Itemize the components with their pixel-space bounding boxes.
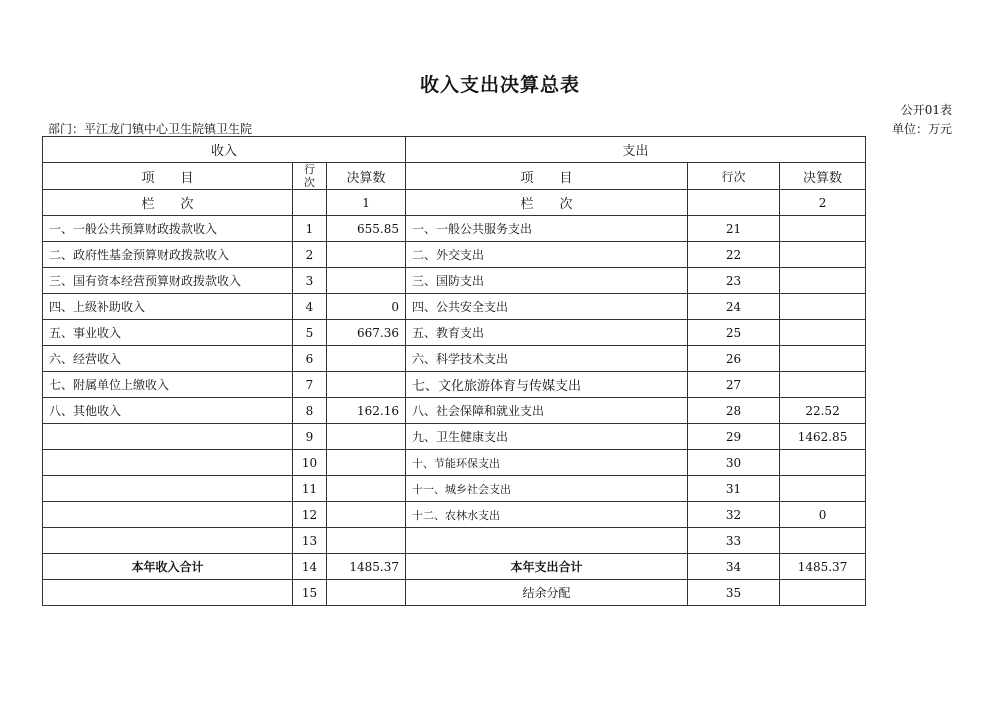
income-amount-cell (327, 346, 406, 372)
surplus-row (43, 580, 866, 606)
income-amount-cell (327, 268, 406, 294)
expense-amount-cell (780, 450, 866, 476)
expense-item-header: 项 目 (406, 163, 688, 190)
page-title: 收入支出决算总表 (419, 74, 580, 96)
expense-amount-cell (780, 242, 866, 268)
income-amount-cell: 655.85 (327, 216, 406, 242)
expense-item-cell: 九、卫生健康支出 (406, 424, 688, 450)
income-item-cell (43, 476, 293, 502)
income-amount-cell: 667.36 (327, 320, 406, 346)
income-line-cell: 13 (293, 528, 327, 554)
income-total-amount: 1485.37 (327, 554, 406, 580)
expense-amount-cell (780, 216, 866, 242)
expense-amount-header: 决算数 (780, 163, 866, 190)
expense-amount-cell (780, 346, 866, 372)
expense-amount-cell (780, 372, 866, 398)
income-item-header: 项 目 (43, 163, 293, 190)
income-line-header: 行 次 (293, 163, 327, 190)
income-amount-cell (327, 424, 406, 450)
income-line-cell: 12 (293, 502, 327, 528)
expense-line-cell: 27 (688, 372, 780, 398)
column-header-row (43, 163, 866, 190)
income-item-cell: 二、政府性基金预算财政拨款收入 (43, 242, 293, 268)
expense-amount-cell (780, 268, 866, 294)
income-item-cell: 六、经营收入 (43, 346, 293, 372)
column-index-row (43, 190, 866, 216)
table-row (43, 424, 866, 450)
income-line-cell: 7 (293, 372, 327, 398)
expense-amount-cell (780, 320, 866, 346)
income-item-cell: 四、上级补助收入 (43, 294, 293, 320)
table-row (43, 372, 866, 398)
expense-item-cell: 十一、城乡社会支出 (406, 476, 688, 502)
table-row (43, 502, 866, 528)
table-row (43, 320, 866, 346)
expense-line-cell: 25 (688, 320, 780, 346)
expense-line-cell: 32 (688, 502, 780, 528)
expense-item-cell: 四、公共安全支出 (406, 294, 688, 320)
income-item-cell (43, 502, 293, 528)
expense-line-cell: 21 (688, 216, 780, 242)
expense-lanci-label: 栏 次 (406, 190, 688, 216)
expense-col-index: 2 (780, 190, 866, 216)
table-row (43, 216, 866, 242)
expense-item-cell: 六、科学技术支出 (406, 346, 688, 372)
expense-item-cell: 三、国防支出 (406, 268, 688, 294)
income-total-label: 本年收入合计 (43, 554, 293, 580)
income-amount-header: 决算数 (327, 163, 406, 190)
income-lanci-label: 栏 次 (43, 190, 293, 216)
totals-row (43, 554, 866, 580)
table-row (43, 346, 866, 372)
income-line-cell: 5 (293, 320, 327, 346)
expense-item-cell (406, 528, 688, 554)
income-line-cell: 1 (293, 216, 327, 242)
surplus-label: 结余分配 (406, 580, 688, 606)
income-amount-cell (327, 450, 406, 476)
expense-total-label: 本年支出合计 (406, 554, 688, 580)
expense-total-amount: 1485.37 (780, 554, 866, 580)
income-item-cell (43, 450, 293, 476)
income-line-cell: 6 (293, 346, 327, 372)
income-item-cell: 三、国有资本经营预算财政拨款收入 (43, 268, 293, 294)
income-expense-table (42, 136, 866, 606)
expense-line-cell: 24 (688, 294, 780, 320)
expense-item-cell: 一、一般公共服务支出 (406, 216, 688, 242)
expense-line-cell: 23 (688, 268, 780, 294)
income-col-index: 1 (327, 190, 406, 216)
table-row (43, 450, 866, 476)
income-item-cell: 五、事业收入 (43, 320, 293, 346)
income-line-cell: 9 (293, 424, 327, 450)
expense-item-cell: 十、节能环保支出 (406, 450, 688, 476)
table-row (43, 242, 866, 268)
income-amount-cell: 0 (327, 294, 406, 320)
expense-amount-cell (780, 294, 866, 320)
table-row (43, 476, 866, 502)
income-line-cell: 2 (293, 242, 327, 268)
expense-line-cell: 31 (688, 476, 780, 502)
expense-item-cell: 七、文化旅游体育与传媒支出 (406, 372, 688, 398)
table-row (43, 528, 866, 554)
form-number: 公开01表 (900, 103, 952, 117)
income-item-cell: 一、一般公共预算财政拨款收入 (43, 216, 293, 242)
expense-total-line: 34 (688, 554, 780, 580)
expense-item-cell: 八、社会保障和就业支出 (406, 398, 688, 424)
expense-line-cell: 22 (688, 242, 780, 268)
surplus-income-line: 15 (293, 580, 327, 606)
income-amount-cell (327, 372, 406, 398)
expense-amount-cell (780, 476, 866, 502)
income-amount-cell (327, 242, 406, 268)
income-line-cell: 3 (293, 268, 327, 294)
income-line-cell: 8 (293, 398, 327, 424)
income-total-line: 14 (293, 554, 327, 580)
expense-line-cell: 30 (688, 450, 780, 476)
table-row (43, 294, 866, 320)
table-row (43, 398, 866, 424)
income-line-cell: 11 (293, 476, 327, 502)
table-row (43, 268, 866, 294)
expense-amount-cell (780, 528, 866, 554)
expense-section-header: 支出 (406, 137, 866, 163)
income-item-cell: 七、附属单位上缴收入 (43, 372, 293, 398)
expense-item-cell: 五、教育支出 (406, 320, 688, 346)
expense-amount-cell: 0 (780, 502, 866, 528)
income-item-cell: 八、其他收入 (43, 398, 293, 424)
income-amount-cell (327, 528, 406, 554)
expense-line-cell: 33 (688, 528, 780, 554)
department-label: 部门：平江龙门镇中心卫生院镇卫生院 (48, 122, 253, 136)
section-header-row (43, 137, 866, 163)
income-amount-cell (327, 502, 406, 528)
expense-item-cell: 二、外交支出 (406, 242, 688, 268)
expense-line-cell: 26 (688, 346, 780, 372)
expense-item-cell: 十二、农林水支出 (406, 502, 688, 528)
expense-amount-cell: 1462.85 (780, 424, 866, 450)
expense-line-cell: 29 (688, 424, 780, 450)
income-line-cell: 10 (293, 450, 327, 476)
income-item-cell (43, 424, 293, 450)
expense-amount-cell: 22.52 (780, 398, 866, 424)
expense-line-cell: 28 (688, 398, 780, 424)
income-line-cell: 4 (293, 294, 327, 320)
income-item-cell (43, 528, 293, 554)
surplus-expense-line: 35 (688, 580, 780, 606)
expense-line-header: 行次 (688, 163, 780, 190)
income-amount-cell: 162.16 (327, 398, 406, 424)
income-section-header: 收入 (43, 137, 406, 163)
income-amount-cell (327, 476, 406, 502)
unit-label: 单位：万元 (891, 122, 952, 136)
